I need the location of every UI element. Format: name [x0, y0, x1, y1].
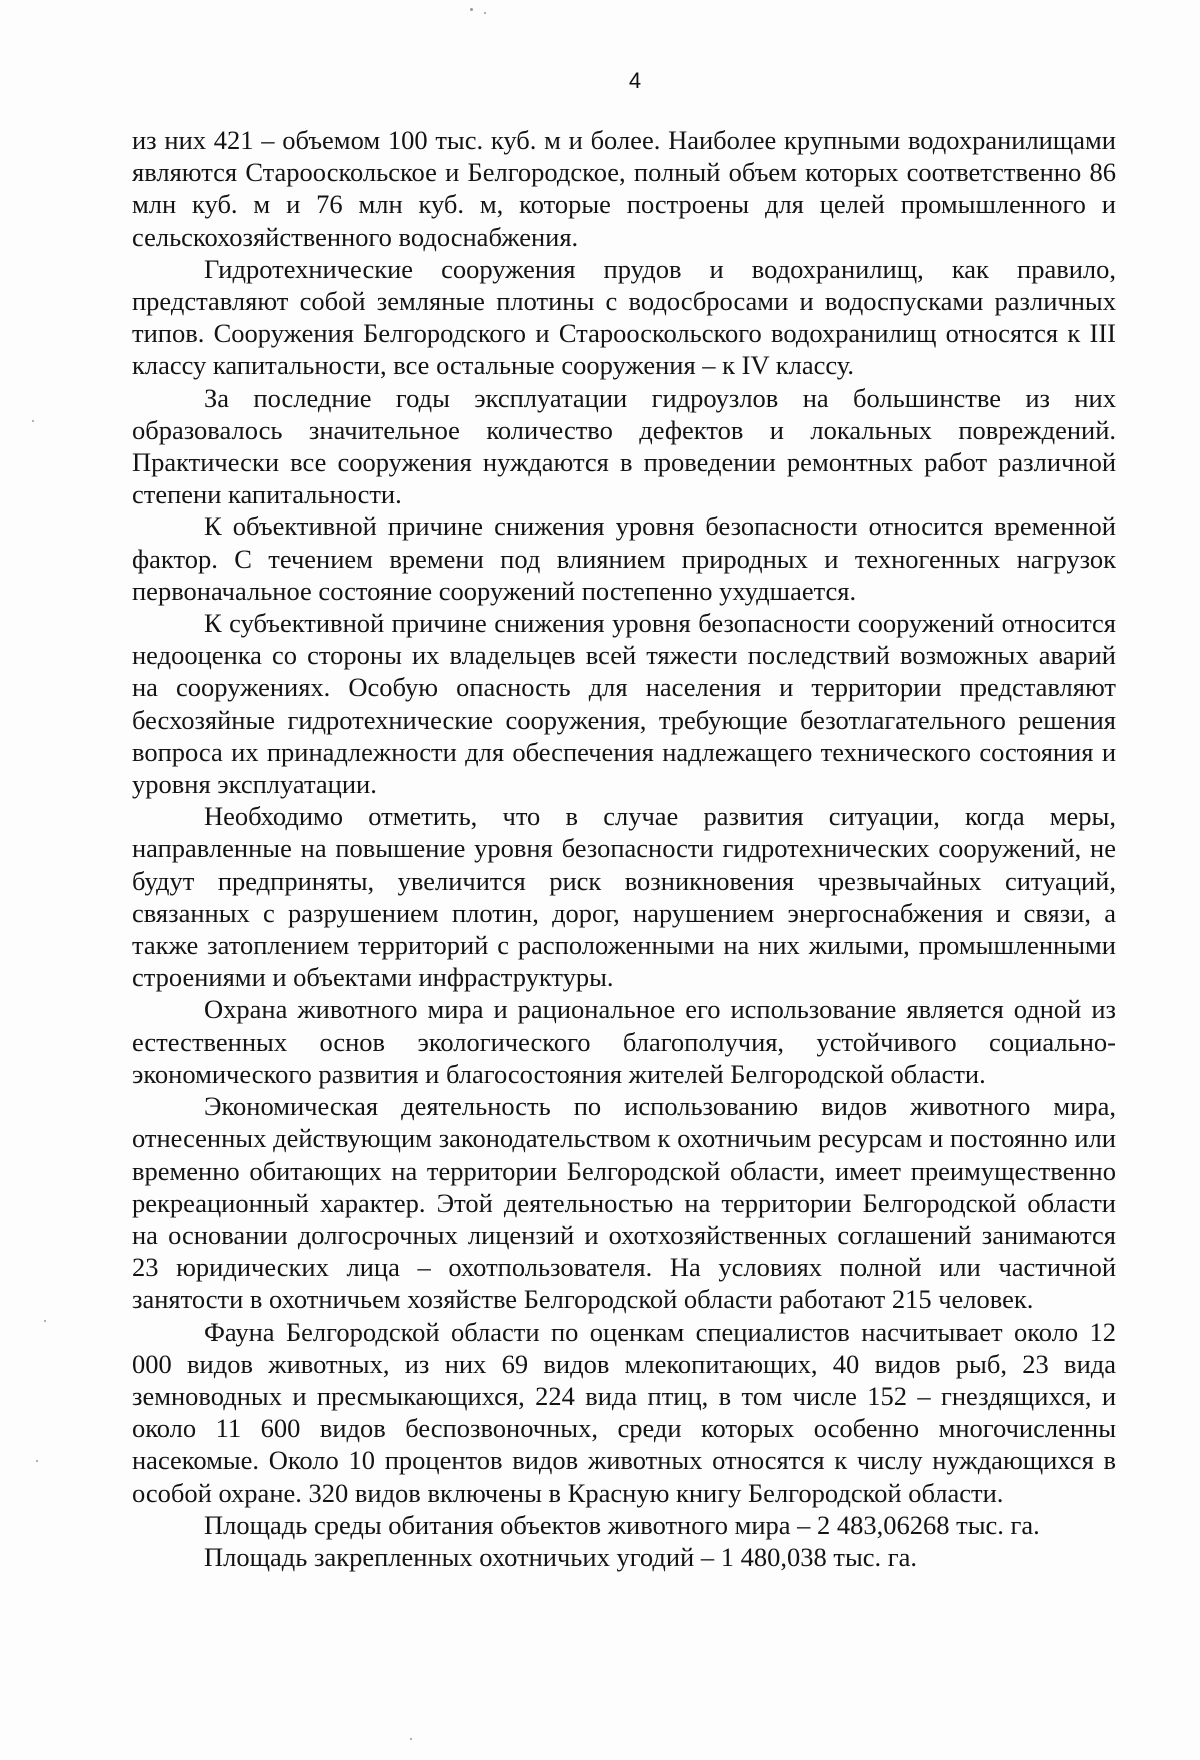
paragraph-hydraulic-structures: Гидротехнические сооружения прудов и водохранилищ, как правило, представляют собой земляные плотины с водосбросами и водоспусками различных типов. Сооружения Белгородского и Старооскольского водохранилищ относятся к III классу капитальности, все остальные сооружения – к IV классу. — [132, 253, 1116, 381]
scan-speck — [32, 420, 34, 422]
paragraph-reservoirs-continued: из них 421 – объемом 100 тыс. куб. м и более. Наиболее крупными водохранилищами являются Старооскольское и Белгородское, полный объем которых соответственно 86 млн куб. м и 76 млн куб. м, которые построены для целей промышленного и сельскохозяйственного водоснабжения. — [132, 125, 1116, 252]
page-number: 4 — [628, 68, 642, 93]
paragraph-defects: За последние годы эксплуатации гидроузлов на большинстве из них образовалось значительное количество дефектов и локальных повреждений. Практически все сооружения нуждаются в проведении ремонтных работ различной степени капитальности. — [132, 382, 1116, 510]
paragraph-subjective-cause: К субъективной причине снижения уровня безопасности сооружений относится недооценка со стороны их владельцев всей тяжести последствий возможных аварий на сооружениях. Особую опасность для населения и территории представляют бесхозяйные гидротехнические сооружения, требующие безотлагательного решения вопроса их принадлежности для обеспечения надлежащего технического состояния и уровня эксплуатации. — [132, 608, 1116, 800]
paragraph-habitat-area: Площадь среды обитания объектов животного мира – 2 483,06268 тыс. га. — [204, 1509, 1040, 1540]
paragraph-fauna: Фауна Белгородской области по оценкам специалистов насчитывает около 12 000 видов животных, из них 69 видов млекопитающих, 40 видов рыб, 23 вида земноводных и пресмыкающихся, 224 вида птиц, в том числе 152 – гнездящихся, и около 11 600 видов беспозвоночных, среди которых особенно многочисленны насекомые. Около 10 процентов видов животных относятся к числу нуждающихся в особой охране. 320 видов включены в Красную книгу Белгородской области. — [132, 1316, 1116, 1508]
paragraph-risk: Необходимо отметить, что в случае развития ситуации, когда меры, направленные на повышение уровня безопасности гидротехнических сооружений, не будут предприняты, увеличится риск возникновения чрезвычайных ситуаций, связанных с разрушением плотин, дорог, нарушением энергоснабжения и связи, а также затоплением территорий с расположенными на них жилыми, промышленными строениями и объектами инфраструктуры. — [132, 801, 1116, 993]
scan-speck — [44, 1320, 46, 1322]
document-body — [132, 124, 1116, 1573]
scan-speck — [410, 1738, 412, 1740]
paragraph-hunting-grounds-area: Площадь закрепленных охотничьих угодий – 1 480,038 тыс. га. — [204, 1541, 918, 1572]
scan-speck — [470, 8, 473, 11]
scan-speck — [36, 1460, 38, 1462]
paragraph-wildlife-protection: Охрана животного мира и рациональное его использование является одной из естественных основ экологического благополучия, устойчивого социально-экономического развития и благосостояния жителей Белгородской области. — [132, 994, 1116, 1089]
paragraph-objective-cause: К объективной причине снижения уровня безопасности относится временной фактор. С течением времени под влиянием природных и техногенных нагрузок первоначальное состояние сооружений постепенно ухудшается. — [132, 511, 1116, 606]
paragraph-hunting-economy: Экономическая деятельность по использованию видов животного мира, отнесенных действующим законодательством к охотничьим ресурсам и постоянно или временно обитающих на территории Белгородской области, имеет преимущественно рекреационный характер. Этой деятельностью на территории Белгородской области на основании долгосрочных лицензий и охотхозяйственных соглашений занимаются 23 юридических лица – охотпользователя. На условиях полной или частичной занятости в охотничьем хозяйстве Белгородской области работают 215 человек. — [132, 1091, 1116, 1315]
scan-speck — [484, 12, 486, 14]
